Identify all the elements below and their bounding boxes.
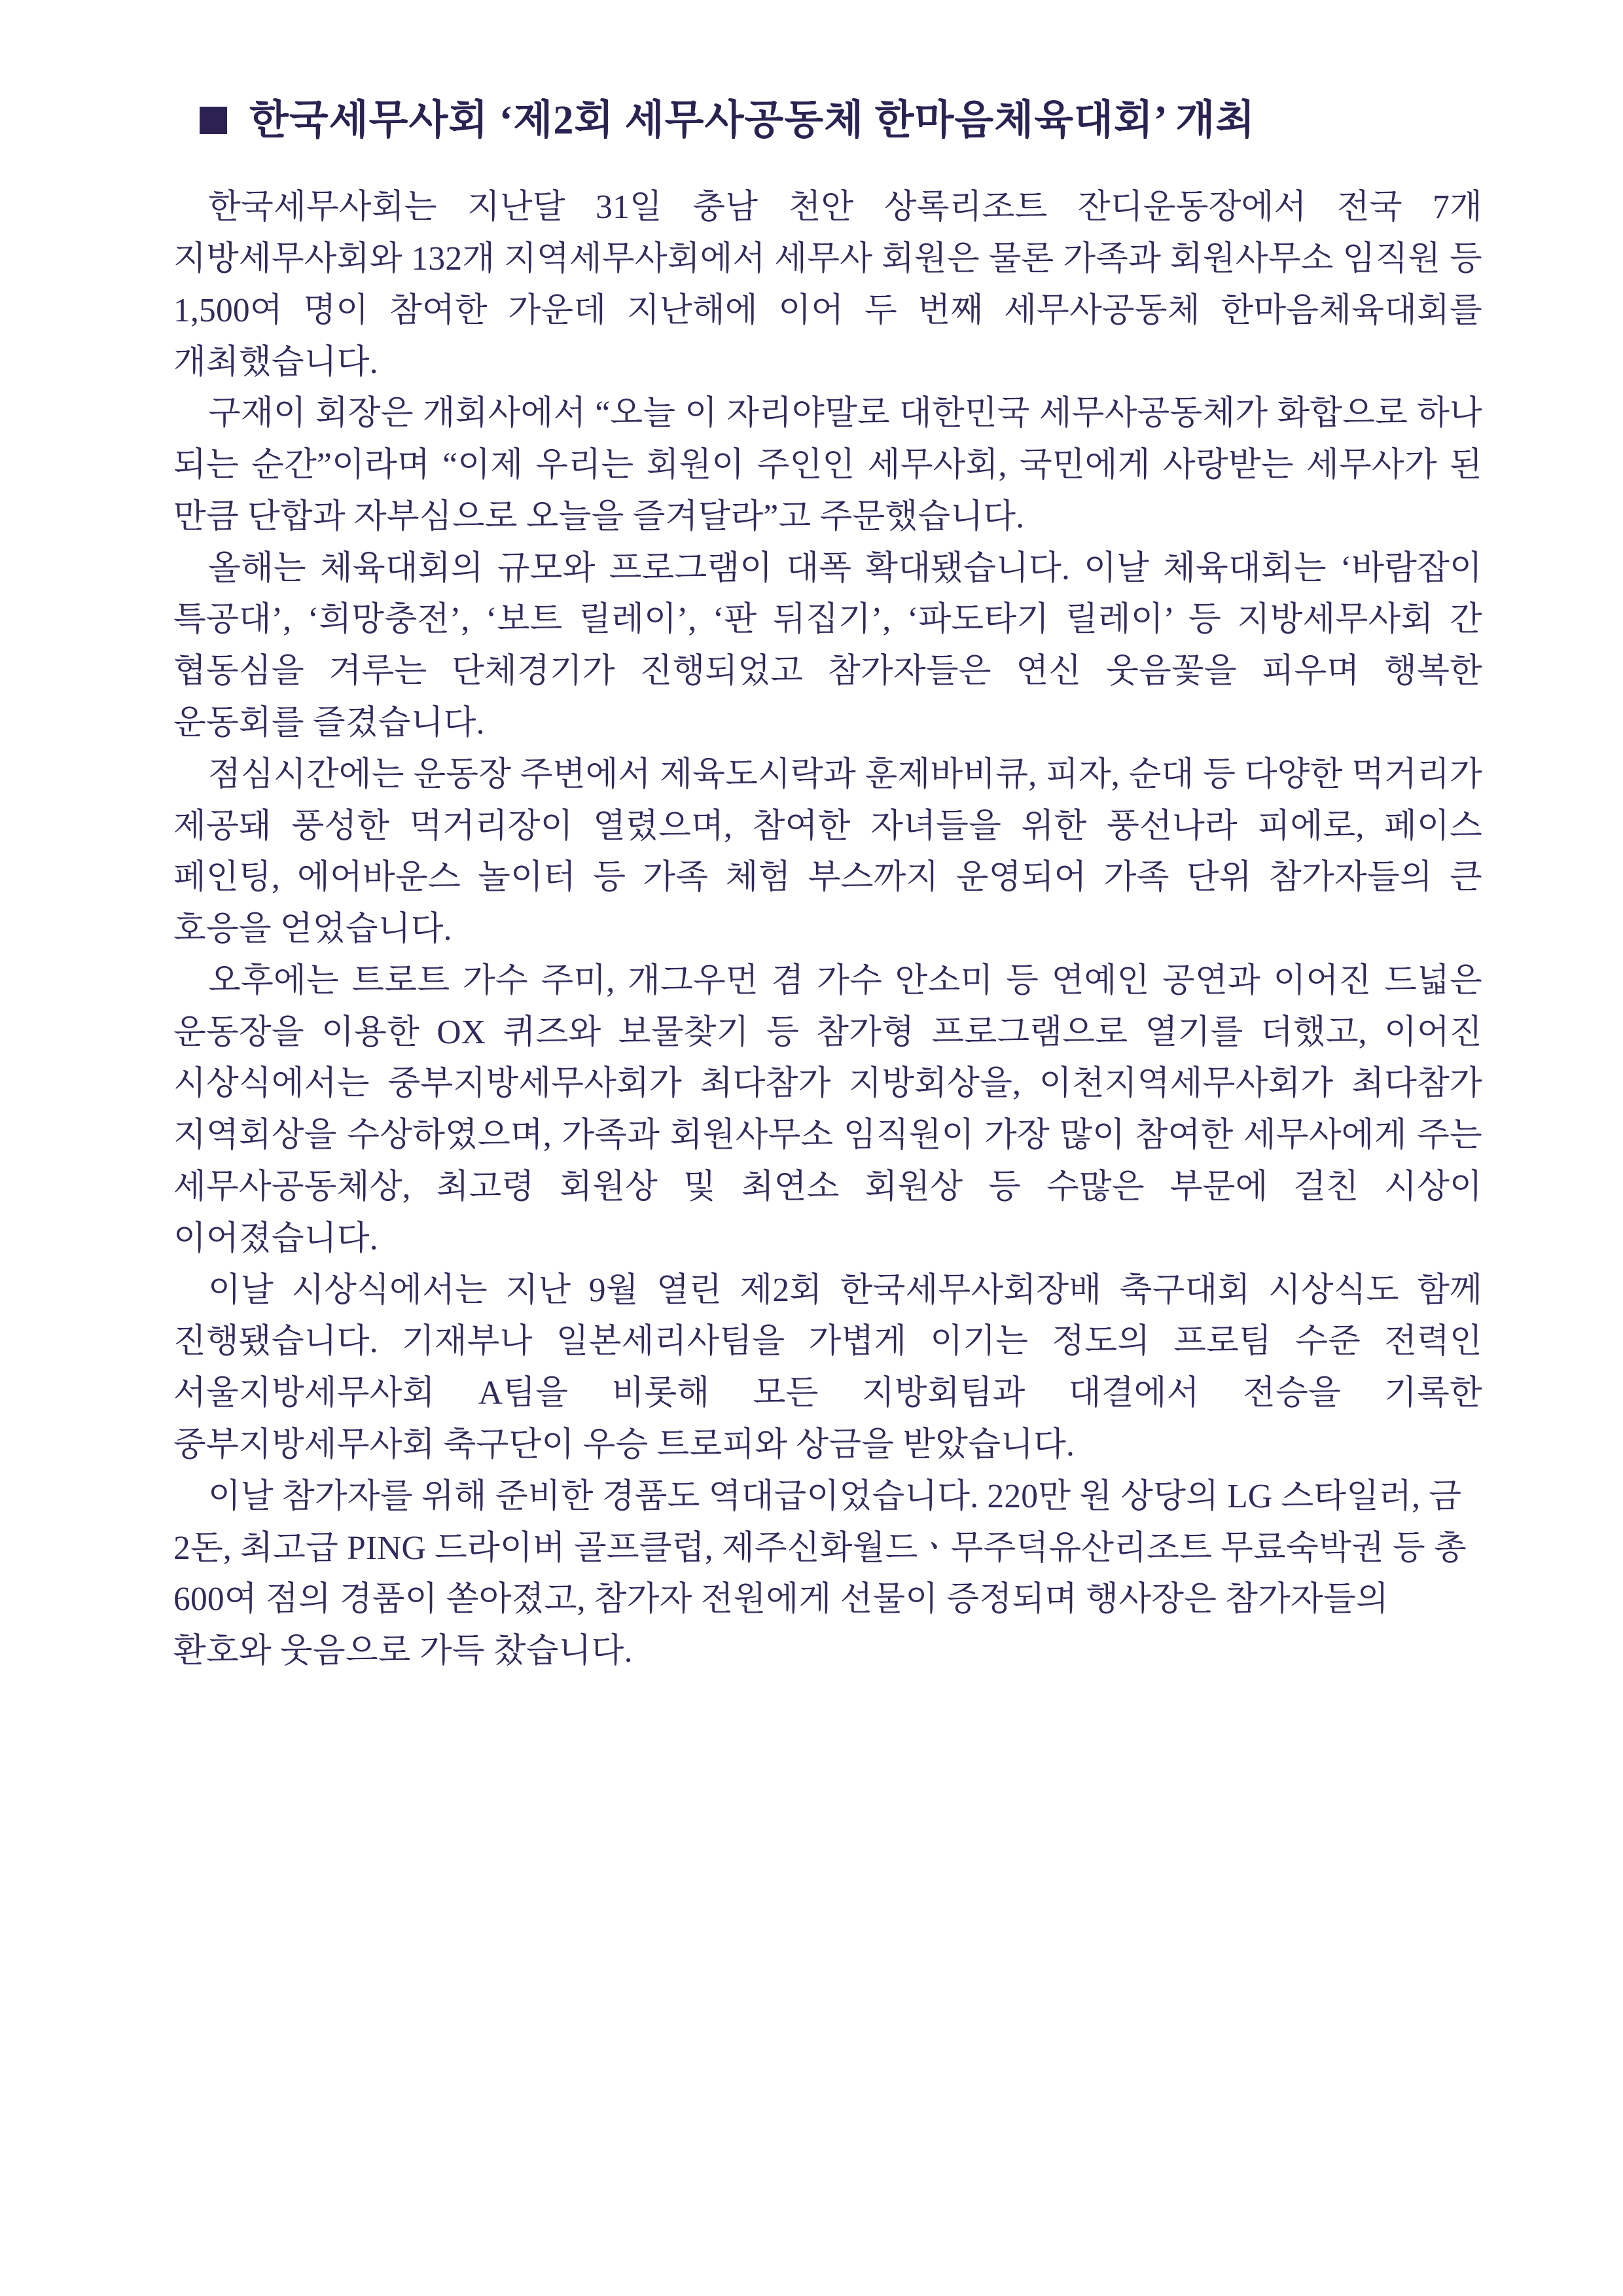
paragraph: 이날 시상식에서는 지난 9월 열린 제2회 한국세무사회장배 축구대회 시상식도 함께 진행됐습니다. 기재부나 일본세리사팀을 가볍게 이기는 정도의 프로팀 수준 전력인 서울지방세무사회 A팀을 비롯해 모든 지방회팀과 대결에서 전승을 기록한 중부지방세무사회 축구단이 우승 트로피와 상금을 받았습니다. (173, 1271, 1482, 1463)
paragraph: 구재이 회장은 개회사에서 “오늘 이 자리야말로 대한민국 세무사공동체가 화합으로 하나 되는 순간”이라며 “이제 우리는 회원이 주인인 세무사회, 국민에게 사랑받는 세무사가 된 만큼 단합과 자부심으로 오늘을 즐겨달라”고 주문했습니다. (173, 395, 1482, 535)
page-title-text: 한국세무사회 ‘제2회 세무사공동체 한마음체육대회’ 개최 (249, 98, 1256, 143)
page-title (200, 98, 1482, 143)
paragraph: 한국세무사회는 지난달 31일 충남 천안 상록리조트 잔디운동장에서 전국 7개 지방세무사회와 132개 지역세무사회에서 세무사 회원은 물론 가족과 회원사무소 임직원 등 1,500여 명이 참여한 가운데 지난해에 이어 두 번째 세무사공동체 한마음체육대회를 개최했습니다. (173, 188, 1482, 381)
paragraph: 올해는 체육대회의 규모와 프로그램이 대폭 확대됐습니다. 이날 체육대회는 ‘바람잡이 특공대’, ‘희망충전’, ‘보트 릴레이’, ‘판 뒤집기’, ‘파도타기 릴레이’ 등 지방세무사회 간 협동심을 겨루는 단체경기가 진행되었고 참가자들은 연신 웃음꽃을 피우며 행복한 운동회를 즐겼습니다. (173, 549, 1482, 742)
article-body (173, 182, 1482, 1677)
paragraph: 오후에는 트로트 가수 주미, 개그우먼 겸 가수 안소미 등 연예인 공연과 이어진 드넓은 운동장을 이용한 OX 퀴즈와 보물찾기 등 참가형 프로그램으로 열기를 더했고, 이어진 시상식에서는 중부지방세무사회가 최다참가 지방회상을, 이천지역세무사회가 최다참가 지역회상을 수상하였으며, 가족과 회원사무소 임직원이 가장 많이 참여한 세무사에게 주는 세무사공동체상, 최고령 회원상 및 최연소 회원상 등 수많은 부문에 걸친 시상이 이어졌습니다. (173, 961, 1482, 1257)
paragraph: 점심시간에는 운동장 주변에서 제육도시락과 훈제바비큐, 피자, 순대 등 다양한 먹거리가 제공돼 풍성한 먹거리장이 열렸으며, 참여한 자녀들을 위한 풍선나라 피에로, 페이스 페인팅, 에어바운스 놀이터 등 가족 체험 부스까지 운영되어 가족 단위 참가자들의 큰 호응을 얻었습니다. (173, 755, 1482, 948)
square-bullet-icon (200, 107, 227, 134)
paragraph: 이날 참가자를 위해 준비한 경품도 역대급이었습니다. 220만 원 상당의 LG 스타일러, 금 2돈, 최고급 PING 드라이버 골프클럽, 제주신화월드ㆍ무주덕유산리조트 무료숙박권 등 총 600여 점의 경품이 쏟아졌고, 참가자 전원에게 선물이 증정되며 행사장은 참가자들의 환호와 웃음으로 가득 찼습니다. (173, 1477, 1467, 1670)
